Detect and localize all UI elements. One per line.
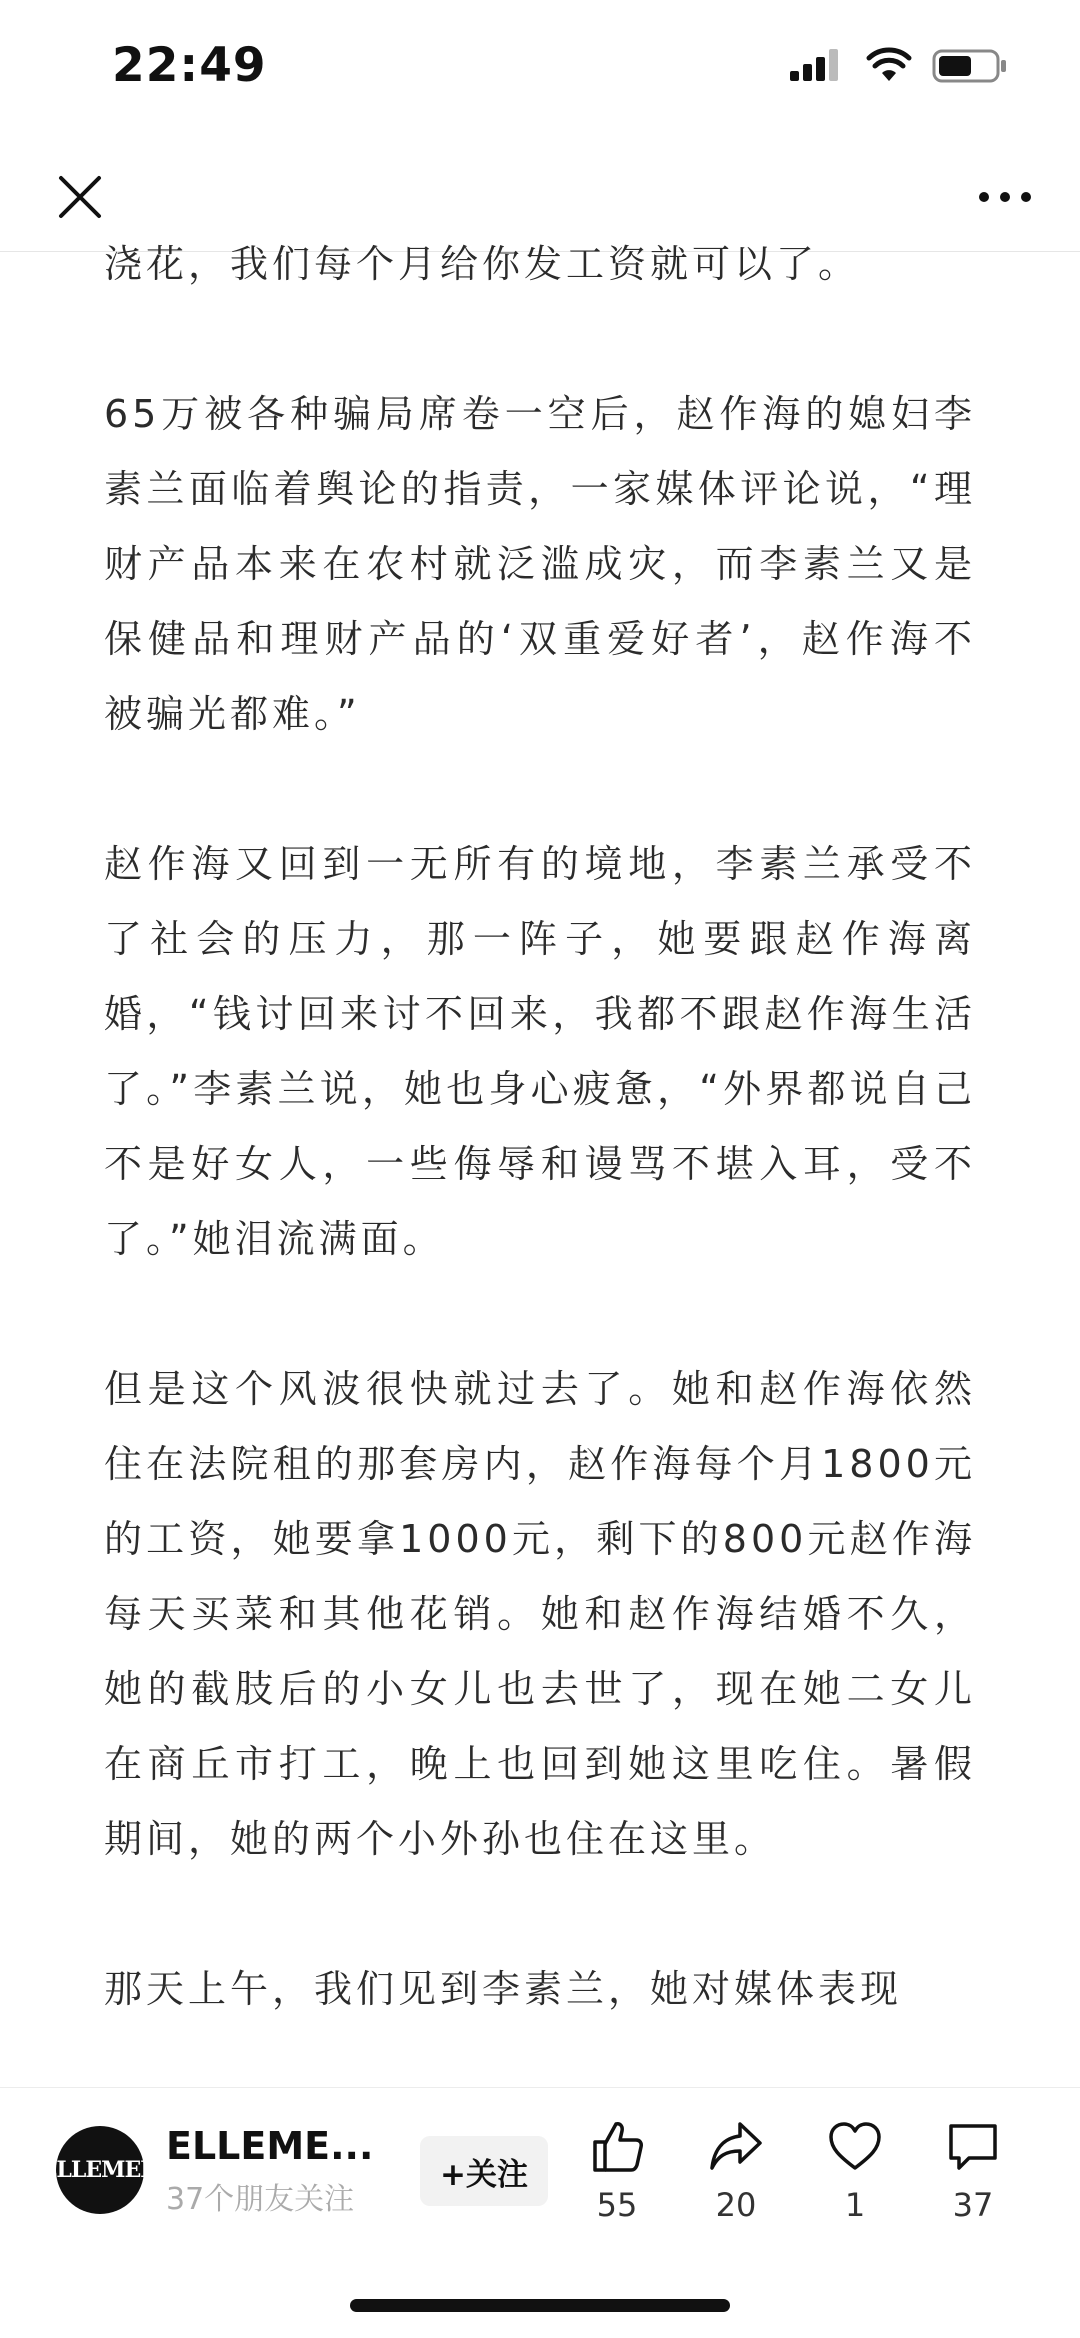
wifi-icon (866, 49, 912, 83)
close-button[interactable] (50, 167, 110, 227)
friends-following-count: 37个朋友关注 (166, 2182, 355, 2217)
heart-icon (827, 2118, 883, 2174)
signal-icon (790, 49, 846, 83)
more-icon (978, 191, 1032, 203)
thumbs-up-icon (589, 2118, 645, 2174)
battery-icon (932, 48, 1008, 84)
like-count: 55 (596, 2186, 638, 2224)
article-paragraph: 65万被各种骗局席卷一空后，赵作海的媳妇李素兰面临着舆论的指责，一家媒体评论说，“理财产品本来在农村就泛滥成灾，而李素兰又是保健品和理财产品的‘双重爱好者’，赵作海不被骗光都难。” (104, 392, 976, 736)
status-time: 22:49 (112, 38, 267, 93)
article-content (104, 227, 976, 2102)
status-bar (0, 0, 1080, 145)
comment-icon (945, 2118, 1001, 2174)
share-count: 20 (715, 2186, 757, 2224)
article-paragraph: 赵作海又回到一无所有的境地，李素兰承受不了社会的压力，那一阵子，她要跟赵作海离婚，“钱讨回来讨不回来，我都不跟赵作海生活了。”李素兰说，她也身心疲惫，“外界都说自己不是好女人，一些侮辱和谩骂不堪入耳，受不了。”她泪流满面。 (104, 842, 976, 1261)
avatar-logo-text: ELLEMEN (40, 2157, 160, 2183)
article-body (104, 242, 976, 2087)
share-button[interactable] (686, 2118, 786, 2224)
share-icon (708, 2118, 764, 2174)
more-button[interactable] (970, 167, 1040, 227)
account-name[interactable]: ELLEME... (166, 2124, 374, 2168)
article-paragraph: 浇花，我们每个月给你发工资就可以了。 (104, 242, 861, 286)
follow-button[interactable]: +关注 (420, 2136, 548, 2206)
article-paragraph: 但是这个风波很快就过去了。她和赵作海依然住在法院租的那套房内，赵作海每个月1800元的工资，她要拿1000元，剩下的800元赵作海每天买菜和其他花销。她和赵作海结婚不久，她的截肢后的小女儿也去世了，现在她二女儿在商丘市打工，晚上也回到她这里吃住。暑假期间，她的两个小外孙也住在这里。 (104, 1367, 976, 1861)
account-avatar[interactable] (40, 2126, 160, 2214)
comment-count: 37 (952, 2186, 994, 2224)
comment-button[interactable] (923, 2118, 1023, 2224)
status-icons (790, 48, 1008, 84)
like-button[interactable] (567, 2118, 667, 2224)
home-indicator[interactable] (350, 2299, 730, 2312)
close-icon (57, 174, 103, 220)
favorite-count: 1 (844, 2186, 866, 2224)
article-paragraph: 那天上午，我们见到李素兰，她对媒体表现 (104, 1967, 903, 2011)
favorite-button[interactable] (805, 2118, 905, 2224)
